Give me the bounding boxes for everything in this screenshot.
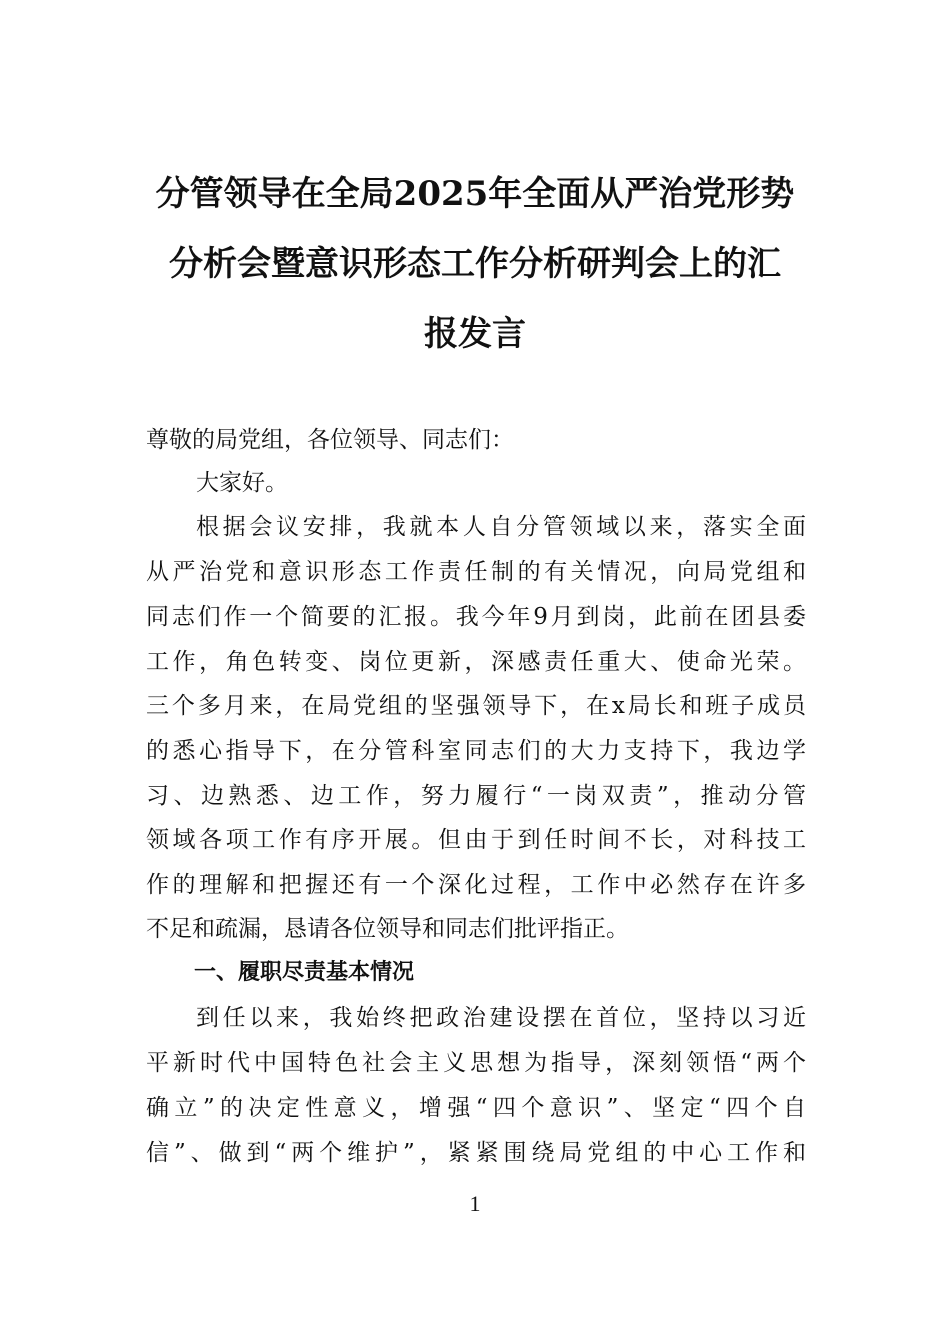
greeting: 大家好。 (196, 470, 288, 496)
paragraph-1-line: 习、边熟悉、边工作，努力履行“一岗双责”，推动分管 (146, 783, 806, 809)
paragraph-2-line: 平新时代中国特色社会主义思想为指导，深刻领悟“两个 (146, 1050, 806, 1076)
title-line-1: 分管领导在全局2025年全面从严治党形势 (155, 174, 795, 214)
paragraph-1-line: 同志们作一个简要的汇报。我今年9月到岗，此前在团县委 (146, 604, 806, 630)
paragraph-1-line: 不足和疏漏，恳请各位领导和同志们批评指正。 (146, 916, 629, 942)
paragraph-1-line: 作的理解和把握还有一个深化过程，工作中必然存在许多 (146, 872, 806, 898)
paragraph-1-line: 三个多月来，在局党组的坚强领导下，在x局长和班子成员 (146, 693, 806, 719)
paragraph-1-line: 从严治党和意识形态工作责任制的有关情况，向局党组和 (146, 559, 806, 585)
paragraph-2-line: 到任以来，我始终把政治建设摆在首位，坚持以习近 (196, 1005, 806, 1031)
paragraph-1-line: 根据会议安排，我就本人自分管领域以来，落实全面 (196, 514, 806, 540)
section-1-heading: 一、履职尽责基本情况 (194, 960, 415, 985)
paragraph-2-line: 信”、做到“两个维护”，紧紧围绕局党组的中心工作和 (146, 1140, 806, 1166)
paragraph-1-line: 的悉心指导下，在分管科室同志们的大力支持下，我边学 (146, 738, 806, 764)
paragraph-2-line: 确立”的决定性意义，增强“四个意识”、坚定“四个自 (146, 1095, 806, 1121)
page-number: 1 (469, 1191, 481, 1216)
paragraph-1-line: 领域各项工作有序开展。但由于到任时间不长，对科技工 (146, 827, 806, 853)
salutation: 尊敬的局党组，各位领导、同志们： (146, 427, 514, 453)
title-line-3: 报发言 (424, 314, 526, 354)
paragraph-1-line: 工作，角色转变、岗位更新，深感责任重大、使命光荣。 (146, 649, 806, 675)
title-line-2: 分析会暨意识形态工作分析研判会上的汇 (169, 244, 781, 284)
